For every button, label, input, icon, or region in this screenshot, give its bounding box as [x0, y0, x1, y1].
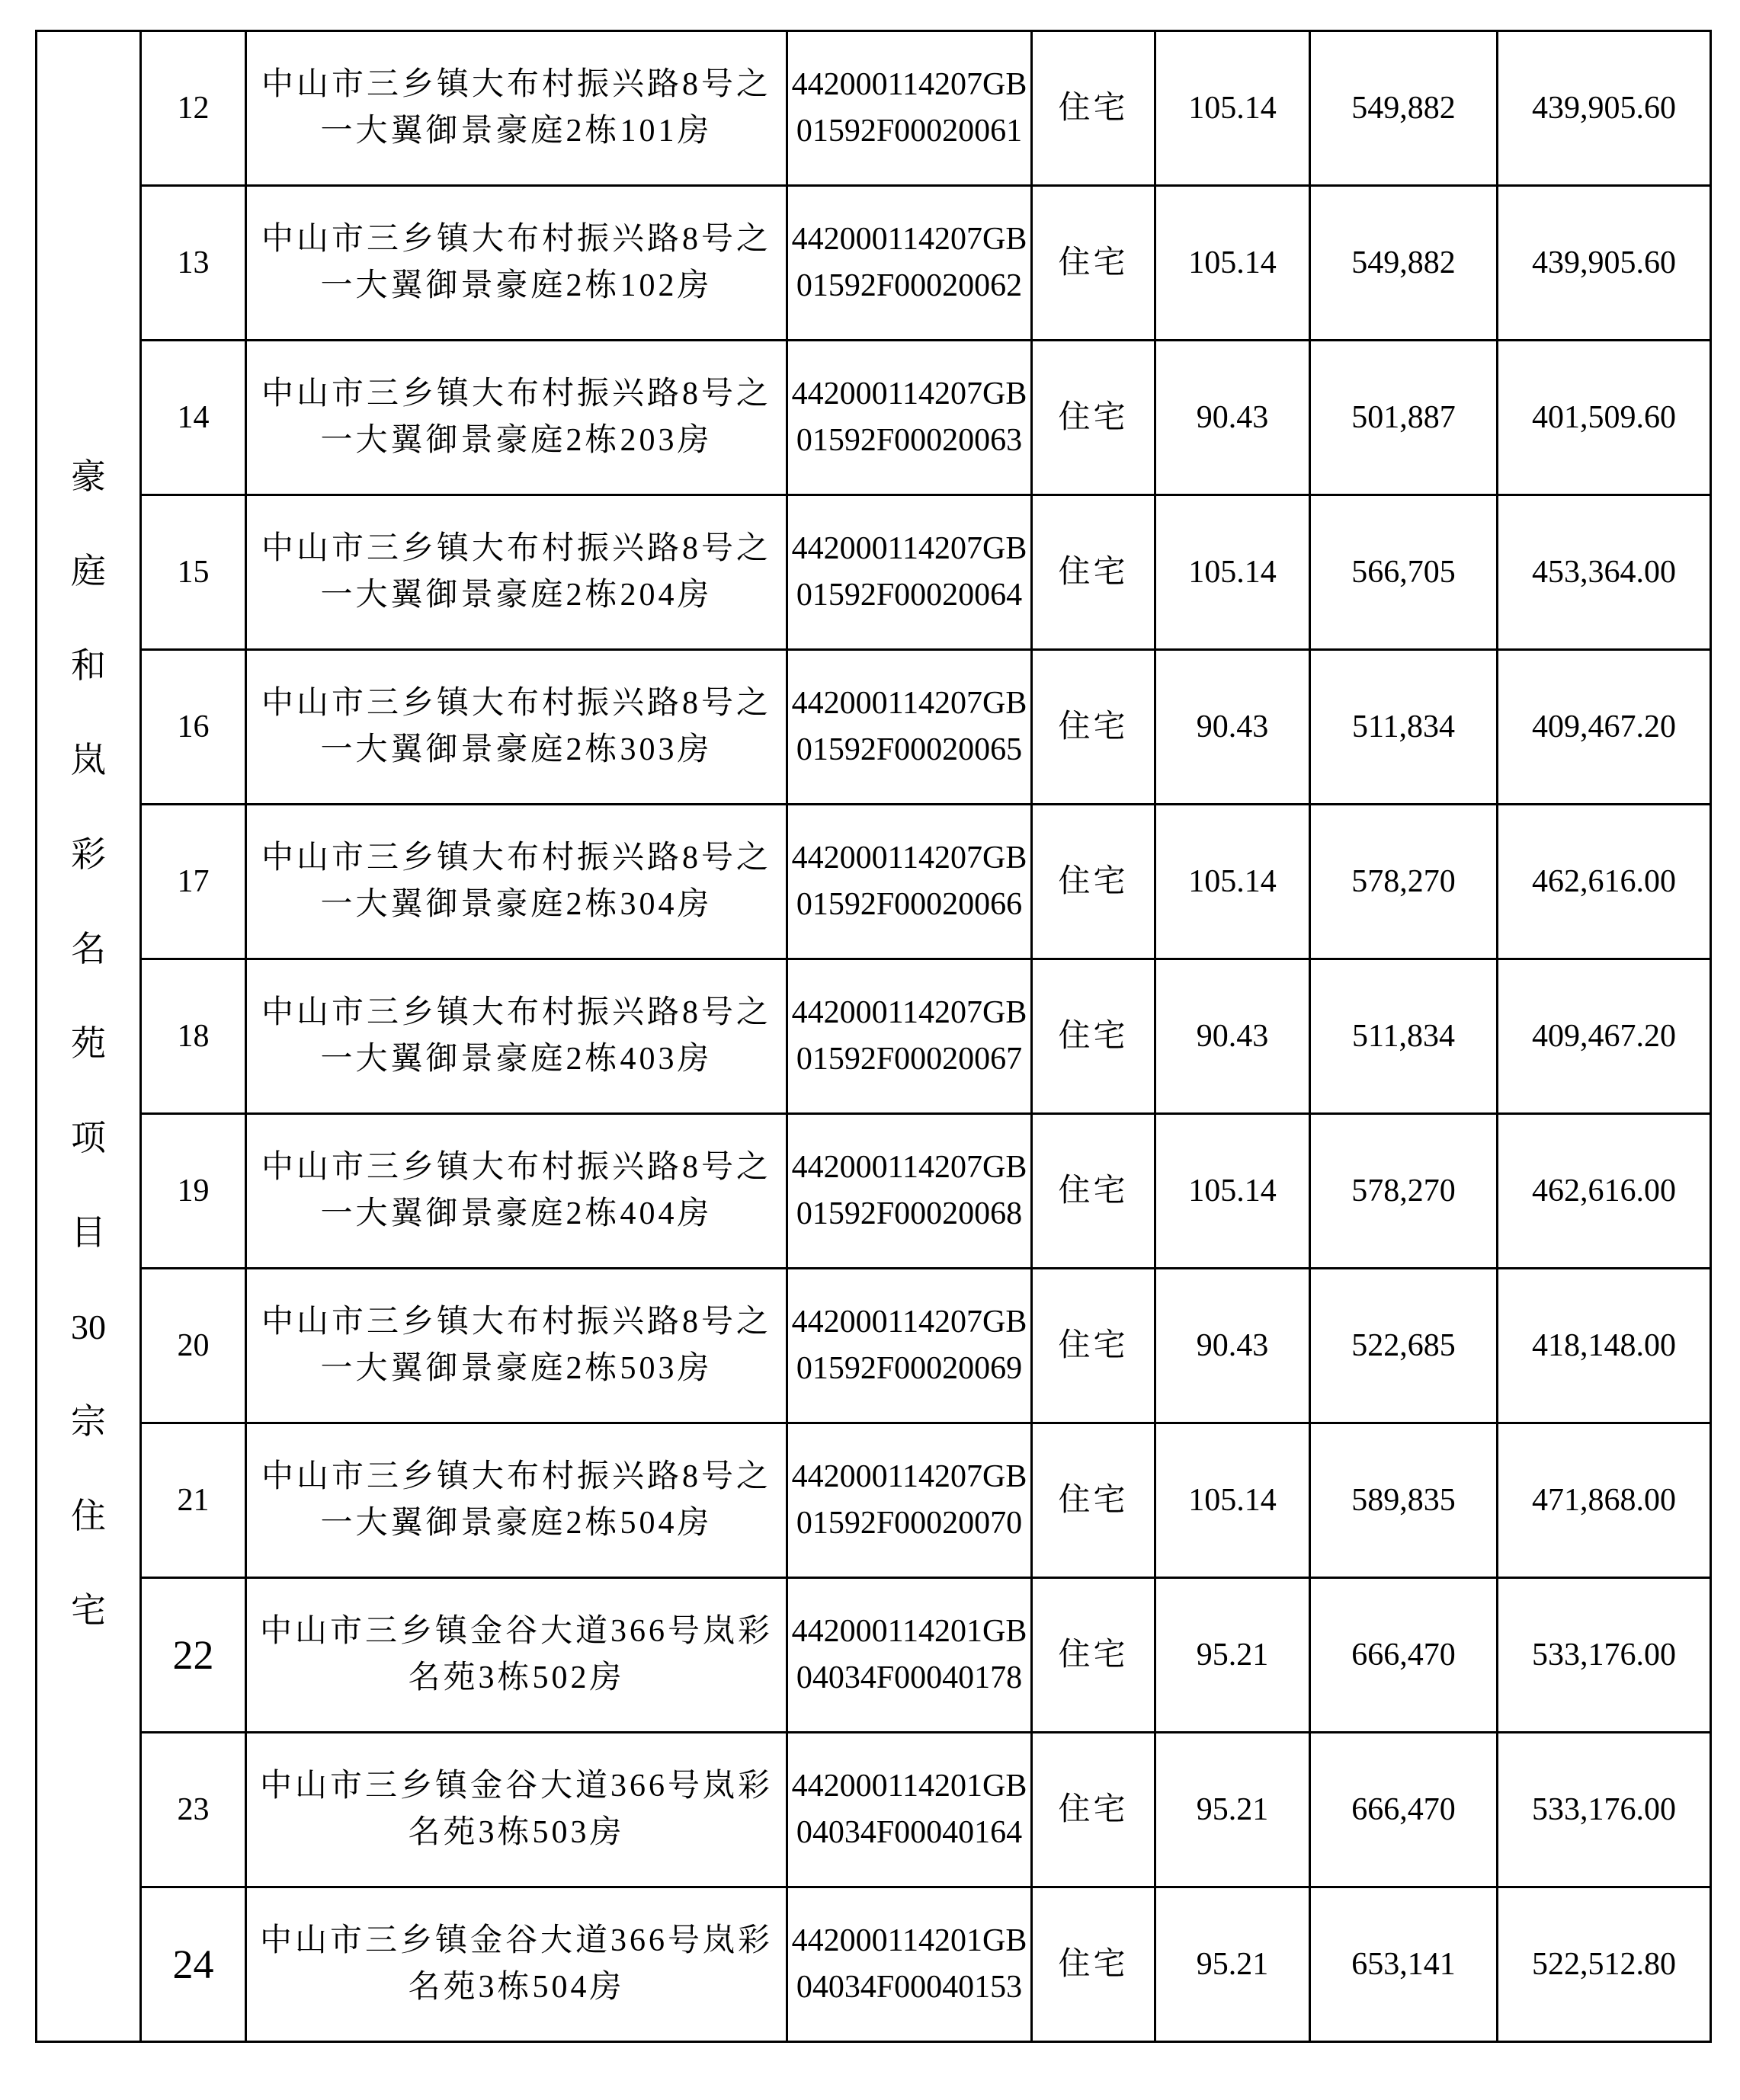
- seq-cell: 15: [141, 495, 246, 650]
- assessed-value-cell: 666,470: [1310, 1578, 1498, 1733]
- use-cell: 住宅: [1032, 650, 1155, 805]
- cert-no-cell: 442000114201GB04034F00040178: [787, 1578, 1032, 1733]
- area-cell: 105.14: [1155, 495, 1310, 650]
- assessed-value-cell: 511,834: [1310, 650, 1498, 805]
- seq-cell: 12: [141, 31, 246, 186]
- group-label-char: 项: [71, 1119, 106, 1157]
- assessed-value-cell: 549,882: [1310, 31, 1498, 186]
- cert-no-cell: 442000114207GB01592F00020063: [787, 341, 1032, 495]
- seq-cell: 13: [141, 186, 246, 341]
- address-cell: 中山市三乡镇大布村振兴路8号之一大翼御景豪庭2栋101房: [246, 31, 787, 186]
- seq-cell: 23: [141, 1733, 246, 1887]
- group-label-char: 彩: [71, 835, 106, 874]
- table-row: [37, 1114, 1711, 1269]
- group-label-char: 宅: [71, 1591, 106, 1630]
- area-cell: 95.21: [1155, 1887, 1310, 2042]
- area-cell: 105.14: [1155, 186, 1310, 341]
- group-label-char: 豪: [71, 457, 106, 496]
- address-cell: 中山市三乡镇大布村振兴路8号之一大翼御景豪庭2栋403房: [246, 959, 787, 1114]
- cert-no-cell: 442000114207GB01592F00020068: [787, 1114, 1032, 1269]
- assessed-value-cell: 501,887: [1310, 341, 1498, 495]
- address-cell: 中山市三乡镇大布村振兴路8号之一大翼御景豪庭2栋203房: [246, 341, 787, 495]
- cert-no-cell: 442000114207GB01592F00020069: [787, 1269, 1032, 1423]
- use-cell: 住宅: [1032, 31, 1155, 186]
- use-cell: 住宅: [1032, 805, 1155, 959]
- assessed-value-cell: 566,705: [1310, 495, 1498, 650]
- table-row: [37, 1887, 1711, 2042]
- cert-no-cell: 442000114201GB04034F00040153: [787, 1887, 1032, 2042]
- assessed-value-cell: 653,141: [1310, 1887, 1498, 2042]
- use-cell: 住宅: [1032, 1269, 1155, 1423]
- table-row: [37, 959, 1711, 1114]
- assessed-value-cell: 522,685: [1310, 1269, 1498, 1423]
- area-cell: 105.14: [1155, 805, 1310, 959]
- table-row: [37, 1423, 1711, 1578]
- use-cell: 住宅: [1032, 1887, 1155, 2042]
- address-cell: 中山市三乡镇金谷大道366号岚彩名苑3栋502房: [246, 1578, 787, 1733]
- seq-cell: 14: [141, 341, 246, 495]
- cert-no-cell: 442000114207GB01592F00020065: [787, 650, 1032, 805]
- table-row: [37, 1269, 1711, 1423]
- cert-no-cell: 442000114207GB01592F00020066: [787, 805, 1032, 959]
- address-cell: 中山市三乡镇大布村振兴路8号之一大翼御景豪庭2栋503房: [246, 1269, 787, 1423]
- group-label-char: 岚: [71, 741, 106, 779]
- cert-no-cell: 442000114207GB01592F00020070: [787, 1423, 1032, 1578]
- seq-cell: 22: [141, 1578, 246, 1733]
- reserve-price-cell: 533,176.00: [1498, 1578, 1711, 1733]
- address-cell: 中山市三乡镇金谷大道366号岚彩名苑3栋503房: [246, 1733, 787, 1887]
- cert-no-cell: 442000114207GB01592F00020062: [787, 186, 1032, 341]
- table-row: [37, 1578, 1711, 1733]
- address-cell: 中山市三乡镇大布村振兴路8号之一大翼御景豪庭2栋204房: [246, 495, 787, 650]
- use-cell: 住宅: [1032, 959, 1155, 1114]
- use-cell: 住宅: [1032, 1578, 1155, 1733]
- reserve-price-cell: 462,616.00: [1498, 805, 1711, 959]
- table-row: [37, 650, 1711, 805]
- group-label-char: 庭: [71, 552, 106, 591]
- reserve-price-cell: 439,905.60: [1498, 31, 1711, 186]
- project-group-label: [37, 31, 141, 2042]
- property-table: [35, 30, 1712, 2043]
- use-cell: 住宅: [1032, 1114, 1155, 1269]
- group-label-char: 目: [71, 1213, 106, 1252]
- area-cell: 90.43: [1155, 959, 1310, 1114]
- cert-no-cell: 442000114207GB01592F00020067: [787, 959, 1032, 1114]
- reserve-price-cell: 462,616.00: [1498, 1114, 1711, 1269]
- reserve-price-cell: 401,509.60: [1498, 341, 1711, 495]
- area-cell: 90.43: [1155, 1269, 1310, 1423]
- cert-no-cell: 442000114207GB01592F00020064: [787, 495, 1032, 650]
- reserve-price-cell: 409,467.20: [1498, 959, 1711, 1114]
- reserve-price-cell: 439,905.60: [1498, 186, 1711, 341]
- cert-no-cell: 442000114207GB01592F00020061: [787, 31, 1032, 186]
- address-cell: 中山市三乡镇大布村振兴路8号之一大翼御景豪庭2栋304房: [246, 805, 787, 959]
- area-cell: 95.21: [1155, 1733, 1310, 1887]
- seq-cell: 21: [141, 1423, 246, 1578]
- seq-cell: 18: [141, 959, 246, 1114]
- use-cell: 住宅: [1032, 186, 1155, 341]
- area-cell: 90.43: [1155, 341, 1310, 495]
- address-cell: 中山市三乡镇大布村振兴路8号之一大翼御景豪庭2栋404房: [246, 1114, 787, 1269]
- use-cell: 住宅: [1032, 1733, 1155, 1887]
- group-label-char: 名: [71, 930, 106, 968]
- group-label-char: 苑: [71, 1024, 106, 1063]
- assessed-value-cell: 589,835: [1310, 1423, 1498, 1578]
- area-cell: 95.21: [1155, 1578, 1310, 1733]
- seq-cell: 17: [141, 805, 246, 959]
- table-row: [37, 31, 1711, 186]
- group-label-char: 住: [71, 1497, 106, 1535]
- reserve-price-cell: 418,148.00: [1498, 1269, 1711, 1423]
- table-row: [37, 1733, 1711, 1887]
- area-cell: 105.14: [1155, 1114, 1310, 1269]
- address-cell: 中山市三乡镇金谷大道366号岚彩名苑3栋504房: [246, 1887, 787, 2042]
- assessed-value-cell: 666,470: [1310, 1733, 1498, 1887]
- area-cell: 90.43: [1155, 650, 1310, 805]
- seq-cell: 24: [141, 1887, 246, 2042]
- table-row: [37, 805, 1711, 959]
- address-cell: 中山市三乡镇大布村振兴路8号之一大翼御景豪庭2栋504房: [246, 1423, 787, 1578]
- group-label-char: 30: [71, 1308, 106, 1346]
- cert-no-cell: 442000114201GB04034F00040164: [787, 1733, 1032, 1887]
- reserve-price-cell: 453,364.00: [1498, 495, 1711, 650]
- group-label-char: 和: [71, 646, 106, 685]
- assessed-value-cell: 549,882: [1310, 186, 1498, 341]
- reserve-price-cell: 409,467.20: [1498, 650, 1711, 805]
- table-row: [37, 495, 1711, 650]
- assessed-value-cell: 511,834: [1310, 959, 1498, 1114]
- seq-cell: 20: [141, 1269, 246, 1423]
- reserve-price-cell: 471,868.00: [1498, 1423, 1711, 1578]
- address-cell: 中山市三乡镇大布村振兴路8号之一大翼御景豪庭2栋102房: [246, 186, 787, 341]
- reserve-price-cell: 533,176.00: [1498, 1733, 1711, 1887]
- seq-cell: 19: [141, 1114, 246, 1269]
- use-cell: 住宅: [1032, 1423, 1155, 1578]
- group-label-char: 宗: [71, 1402, 106, 1441]
- area-cell: 105.14: [1155, 1423, 1310, 1578]
- seq-cell: 16: [141, 650, 246, 805]
- use-cell: 住宅: [1032, 341, 1155, 495]
- table-row: [37, 186, 1711, 341]
- reserve-price-cell: 522,512.80: [1498, 1887, 1711, 2042]
- area-cell: 105.14: [1155, 31, 1310, 186]
- use-cell: 住宅: [1032, 495, 1155, 650]
- assessed-value-cell: 578,270: [1310, 1114, 1498, 1269]
- address-cell: 中山市三乡镇大布村振兴路8号之一大翼御景豪庭2栋303房: [246, 650, 787, 805]
- assessed-value-cell: 578,270: [1310, 805, 1498, 959]
- table-row: [37, 341, 1711, 495]
